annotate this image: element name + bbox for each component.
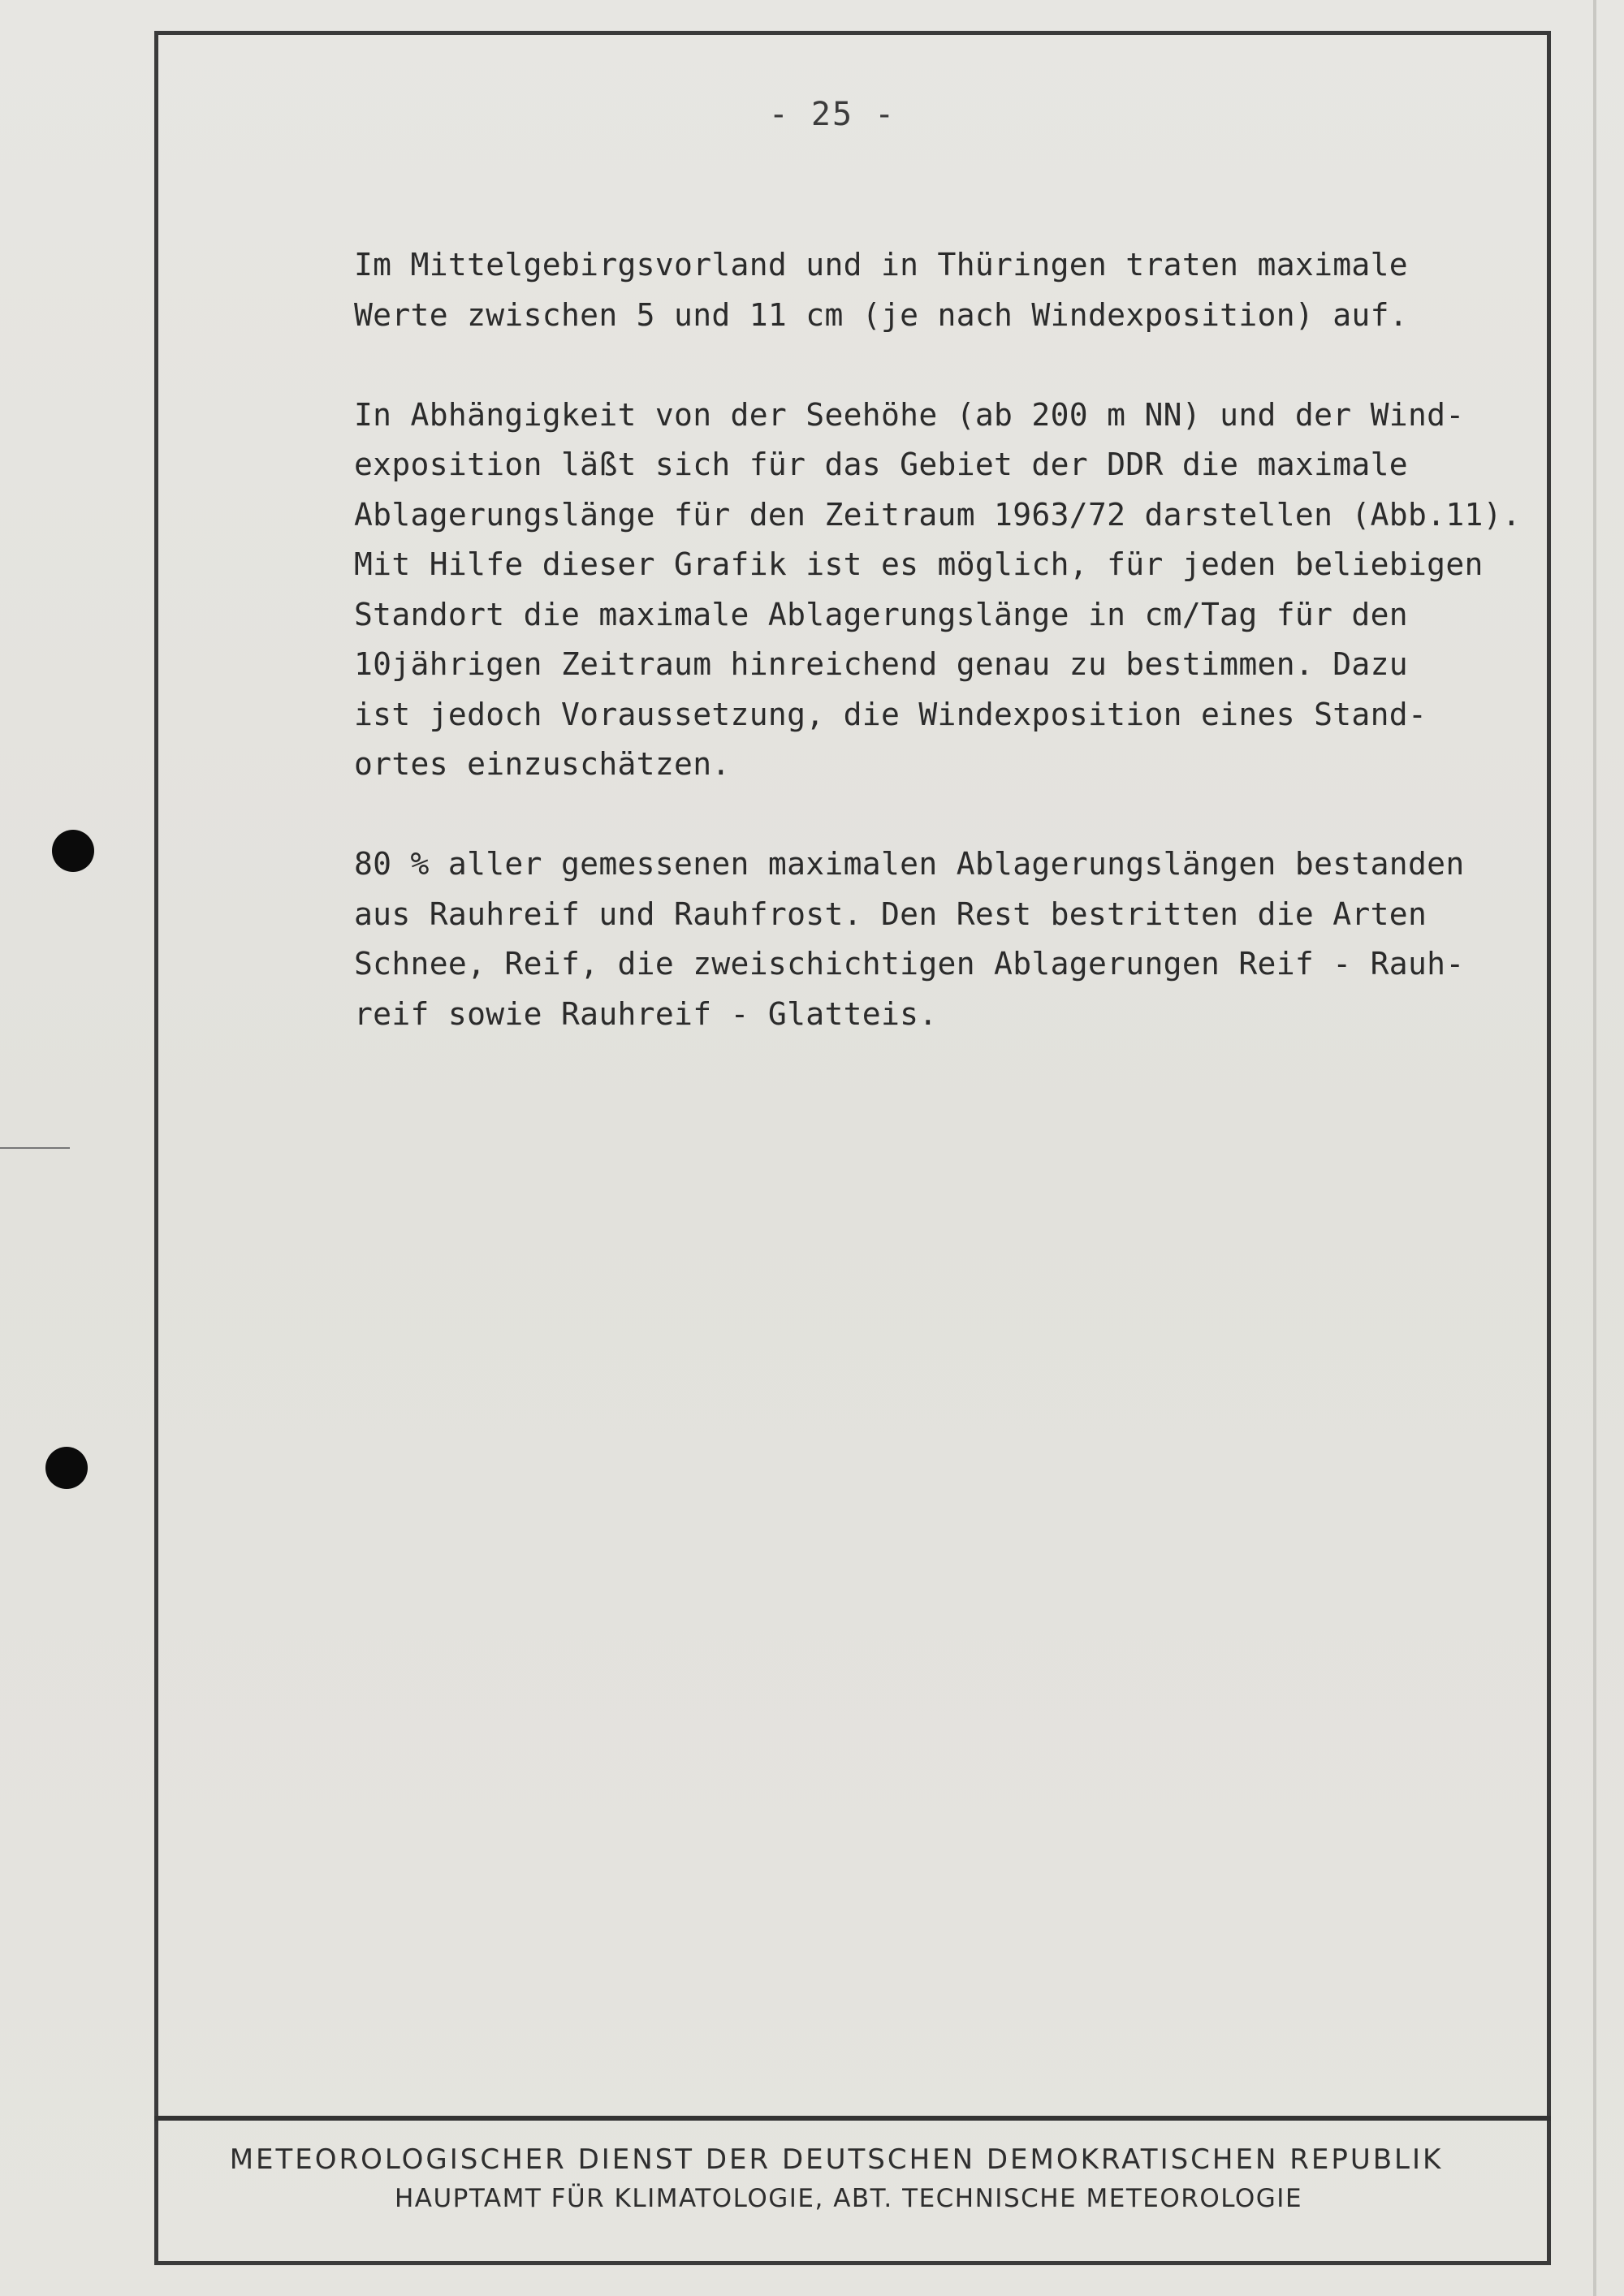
institution-footer xyxy=(154,2140,1551,2218)
text-line: In Abhängigkeit von der Seehöhe (ab 200 m NN) und der Wind- xyxy=(354,396,1465,433)
body-text xyxy=(354,240,1588,1090)
text-line: aus Rauhreif und Rauhfrost. Den Rest bestritten die Arten xyxy=(354,896,1427,932)
text-line: ist jedoch Voraussetzung, die Windexposition eines Stand- xyxy=(354,696,1427,732)
text-line: Standort die maximale Ablagerungslänge in cm/Tag für den xyxy=(354,596,1408,632)
fold-mark xyxy=(0,1147,70,1149)
punch-hole-bottom xyxy=(45,1447,88,1489)
footer-department-name: HAUPTAMT FÜR KLIMATOLOGIE, ABT. TECHNISCHE METEOROLOGIE xyxy=(394,2184,1303,2213)
page-number: - 25 - xyxy=(768,96,896,133)
text-line: Mit Hilfe dieser Grafik ist es möglich, für jeden beliebigen xyxy=(354,546,1484,582)
text-line: exposition läßt sich für das Gebiet der DDR die maximale xyxy=(354,447,1408,482)
paragraph xyxy=(354,391,1588,790)
text-line: 10jährigen Zeitraum hinreichend genau zu bestimmen. Dazu xyxy=(354,646,1408,682)
text-line: Im Mittelgebirgsvorland und in Thüringen traten maximale xyxy=(354,247,1408,283)
text-line: Ablagerungslänge für den Zeitraum 1963/72 darstellen (Abb.11). xyxy=(354,496,1522,533)
paragraph xyxy=(354,240,1588,340)
text-line: Werte zwischen 5 und 11 cm (je nach Windexposition) auf. xyxy=(354,296,1408,333)
footer-institution-name: METEOROLOGISCHER DIENST DER DEUTSCHEN DEMOKRATISCHEN REPUBLIK xyxy=(229,2143,1444,2176)
punch-hole-top xyxy=(52,830,94,872)
text-line: 80 % aller gemessenen maximalen Ablagerungslängen bestanden xyxy=(354,846,1465,882)
text-line: reif sowie Rauhreif - Glatteis. xyxy=(354,995,938,1032)
text-line: ortes einzuschätzen. xyxy=(354,746,731,782)
paragraph xyxy=(354,839,1588,1039)
page-edge xyxy=(1593,0,1596,2296)
text-line: Schnee, Reif, die zweischichtigen Ablagerungen Reif - Rauh- xyxy=(354,946,1465,982)
footer-divider xyxy=(154,2116,1551,2121)
